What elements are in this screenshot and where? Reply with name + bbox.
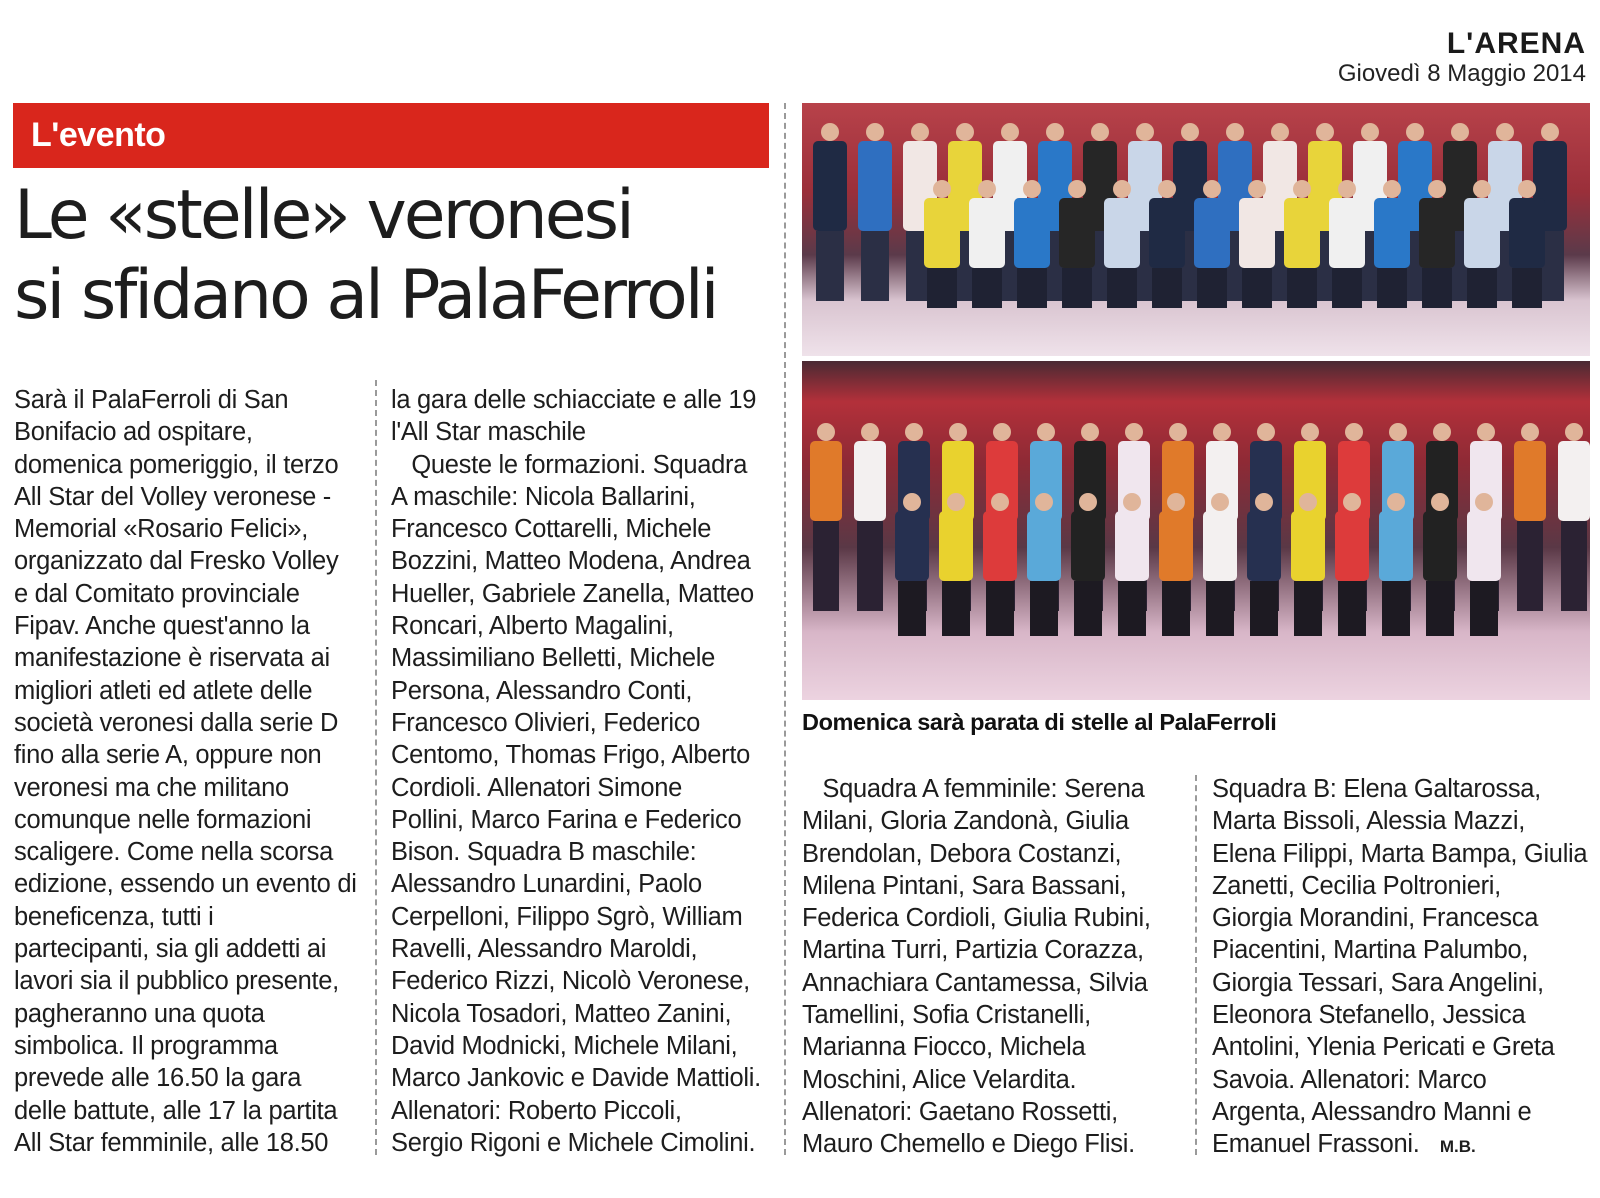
text-line: Milena Pintani, Sara Bassani,: [802, 871, 1127, 900]
text-line: Martina Turri, Partizia Corazza,: [802, 936, 1144, 965]
text-line: Elena Filippi, Marta Bampa, Giulia: [1212, 839, 1588, 868]
text-line: comunque nelle formazioni: [14, 805, 312, 834]
text-line: Ravelli, Alessandro Maroldi,: [391, 935, 698, 964]
text-line: Cordioli. Allenatori Simone: [391, 773, 682, 802]
text-line: migliori atleti ed atlete delle: [14, 676, 313, 705]
body-column-1: [14, 384, 357, 1159]
text-line: Marta Bissoli, Alessia Mazzi,: [1212, 807, 1525, 836]
text-line: Hueller, Gabriele Zanella, Matteo: [391, 579, 754, 608]
text-line: Tamellini, Sofia Cristanelli,: [802, 1001, 1091, 1030]
text-line: All Star del Volley veronese -: [14, 482, 331, 511]
team-photo-women: [802, 361, 1590, 700]
body-column-4: [1212, 773, 1587, 1164]
text-line: Antolini, Ylenia Pericati e Greta: [1212, 1033, 1555, 1062]
text-line: Annachiara Cantamessa, Silvia: [802, 968, 1148, 997]
text-line: Bozzini, Matteo Modena, Andrea: [391, 547, 751, 576]
text-line: e dal Comitato provinciale: [14, 579, 300, 608]
text-line: società veronesi dalla serie D: [14, 708, 339, 737]
text-line: prevede alle 16.50 la gara: [14, 1064, 302, 1093]
text-line: Federico Rizzi, Nicolò Veronese,: [391, 967, 750, 996]
column-divider: [375, 380, 377, 1155]
text-line: Francesco Olivieri, Federico: [391, 708, 701, 737]
masthead: [1338, 28, 1586, 88]
text-line: Piacentini, Martina Palumbo,: [1212, 936, 1529, 965]
text-line: Squadra A femminile: Serena: [802, 775, 1145, 803]
body-column-3: [802, 773, 1151, 1161]
text-line: Allenatori: Gaetano Rossetti,: [802, 1097, 1118, 1126]
text-line: lavori sia il pubblico presente,: [14, 967, 339, 996]
text-line: l'All Star maschile: [391, 418, 586, 447]
text-line: fino alla serie A, oppure non: [14, 741, 322, 770]
team-photo-men: [802, 103, 1590, 356]
column-divider: [784, 103, 786, 1155]
text-line: simbolica. Il programma: [14, 1031, 278, 1060]
text-line: Eleonora Stefanello, Jessica: [1212, 1001, 1526, 1030]
text-line: Cerpelloni, Filippo Sgrò, William: [391, 902, 743, 931]
text-line: scaligere. Come nella scorsa: [14, 838, 333, 867]
text-line: la gara delle schiacciate e alle 19: [391, 386, 757, 414]
text-line: Queste le formazioni. Squadra: [391, 450, 748, 479]
text-line: Squadra B: Elena Galtarossa,: [1212, 775, 1541, 803]
headline-line-2: si sfidano al PalaFerroli: [14, 256, 717, 335]
text-line: Fipav. Anche quest'anno la: [14, 612, 310, 641]
text-line: Memorial «Rosario Felici»,: [14, 515, 309, 544]
text-line: Emanuel Frassoni. M.B.: [1212, 1130, 1476, 1159]
headline: [14, 176, 774, 336]
text-line: edizione, essendo un evento di: [14, 870, 357, 899]
text-line: manifestazione è riservata ai: [14, 644, 330, 673]
text-line: Milani, Gloria Zandonà, Giulia: [802, 807, 1129, 836]
section-label: L'evento: [31, 116, 166, 154]
text-line: Giorgia Morandini, Francesca: [1212, 904, 1539, 933]
text-line: Roncari, Alberto Magalini,: [391, 612, 674, 641]
section-banner: [13, 103, 769, 168]
issue-date: Giovedì 8 Maggio 2014: [1337, 60, 1586, 87]
headline-line-1: Le «stelle» veronesi: [14, 176, 632, 255]
newspaper-name: L'ARENA: [1446, 27, 1586, 60]
text-line: A maschile: Nicola Ballarini,: [391, 482, 696, 511]
photo-caption: Domenica sarà parata di stelle al PalaFerroli: [802, 709, 1277, 735]
text-line: partecipanti, sia gli addetti ai: [14, 935, 327, 964]
text-line: Brendolan, Debora Costanzi,: [802, 839, 1122, 868]
text-line: Pollini, Marco Farina e Federico: [391, 805, 742, 834]
text-line: organizzato dal Fresko Volley: [14, 547, 339, 576]
text-line: Persona, Alessandro Conti,: [391, 676, 693, 705]
text-line: delle battute, alle 17 la partita: [14, 1096, 338, 1125]
body-column-2: [391, 384, 761, 1159]
text-line: David Modnicki, Michele Milani,: [391, 1031, 738, 1060]
text-line: Savoia. Allenatori: Marco: [1212, 1065, 1487, 1094]
text-line: Bonifacio ad ospitare,: [14, 418, 253, 447]
text-line: pagheranno una quota: [14, 999, 265, 1028]
text-line: Argenta, Alessandro Manni e: [1212, 1097, 1532, 1126]
text-line: All Star femminile, alle 18.50: [14, 1128, 329, 1157]
text-line: Marco Jankovic e Davide Mattioli.: [391, 1064, 761, 1093]
author-signature: M.B.: [1439, 1137, 1476, 1157]
text-line: Federica Cordioli, Giulia Rubini,: [802, 904, 1151, 933]
text-line: Sergio Rigoni e Michele Cimolini.: [391, 1128, 756, 1157]
text-line: Alessandro Lunardini, Paolo: [391, 870, 702, 899]
text-line: Zanetti, Cecilia Poltronieri,: [1212, 871, 1501, 900]
column-divider: [1195, 775, 1197, 1155]
text-line: veronesi ma che militano: [14, 773, 289, 802]
text-line: Francesco Cottarelli, Michele: [391, 515, 712, 544]
text-line: Marianna Fiocco, Michela: [802, 1033, 1086, 1062]
text-line: Moschini, Alice Velardita.: [802, 1065, 1077, 1094]
text-line: Allenatori: Roberto Piccoli,: [391, 1096, 682, 1125]
text-line: Massimiliano Belletti, Michele: [391, 644, 716, 673]
text-line: beneficenza, tutti i: [14, 902, 214, 931]
text-line: Centomo, Thomas Frigo, Alberto: [391, 741, 751, 770]
text-line: Nicola Tosadori, Matteo Zanini,: [391, 999, 732, 1028]
text-line: domenica pomeriggio, il terzo: [14, 450, 339, 479]
text-line: Bison. Squadra B maschile:: [391, 838, 697, 867]
text-line: Giorgia Tessari, Sara Angelini,: [1212, 968, 1544, 997]
text-line: Mauro Chemello e Diego Flisi.: [802, 1130, 1135, 1159]
text-line: Sarà il PalaFerroli di San: [14, 386, 289, 414]
